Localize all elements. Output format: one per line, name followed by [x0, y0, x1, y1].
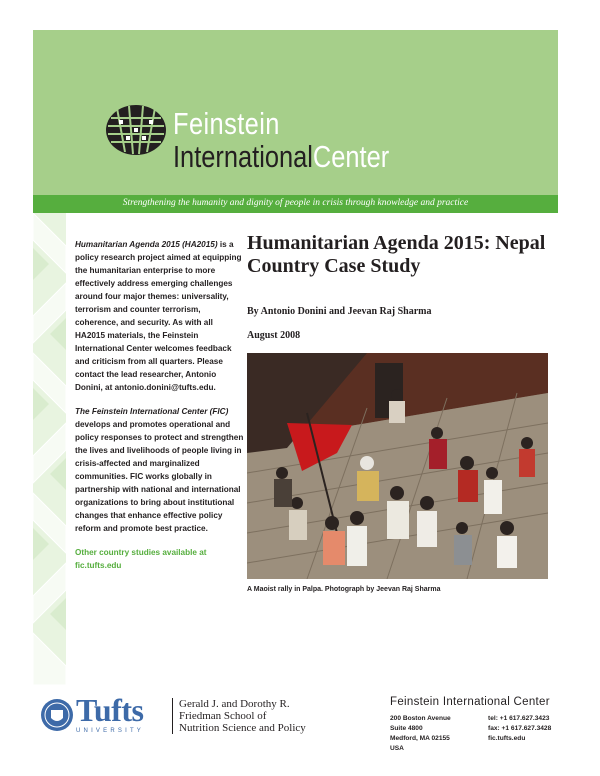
ha2015-title: Humanitarian Agenda 2015 (HA2015)	[75, 240, 218, 249]
fic-logo-icon	[105, 104, 167, 156]
fic-logo-wordmark	[173, 108, 437, 172]
logo-center: Center	[312, 139, 390, 174]
school-line3: Nutrition Science and Policy	[179, 722, 306, 734]
address-line2: Suite 4800	[390, 725, 423, 732]
contact-tel: tel: +1 617.627.3423	[488, 715, 550, 722]
address-line3: Medford, MA 02155	[390, 735, 450, 742]
report-title: Humanitarian Agenda 2015: Nepal Country Case Study	[247, 232, 546, 277]
logo-line1: Feinstein	[173, 106, 280, 141]
photo-caption: A Maoist rally in Palpa. Photograph by Jeevan Raj Sharma	[247, 586, 441, 593]
footer-address	[390, 714, 451, 754]
footer	[0, 688, 600, 776]
cover-page	[33, 30, 558, 685]
sidebar-ha2015-paragraph	[75, 238, 245, 394]
tagline-bar	[33, 195, 558, 213]
footer-fic-name: Feinstein International Center	[390, 696, 550, 708]
fic-title: The Feinstein International Center (FIC)	[75, 407, 229, 416]
logo-international: International	[173, 139, 313, 174]
tufts-seal-icon	[40, 698, 74, 732]
contact-fax: fax: +1 617.627.3428	[488, 725, 552, 732]
ha2015-body: is a policy research project aimed at equipping the humanitarian enterprise to more effectively address emerging challenges around four major themes: universality, terrorism and counter terrorism, coherence, and security. As with all HA2015 materials, the Feinstein International Center welcomes feedback and criticism from all quarters. Please contact the lead researcher, Antonio Donini, at antonio.donini@tufts.edu.	[75, 240, 242, 392]
footer-contact	[488, 714, 551, 744]
byline: By Antonio Donini and Jeevan Raj Sharma	[247, 306, 432, 317]
publication-date: August 2008	[247, 330, 301, 341]
tufts-wordmark: Tufts	[76, 692, 144, 728]
address-line4: USA	[390, 745, 404, 752]
address-line1: 200 Boston Avenue	[390, 715, 451, 722]
school-line1: Gerald J. and Dorothy R.	[179, 698, 290, 710]
rally-photo	[247, 353, 548, 579]
decorative-pattern-strip	[33, 213, 66, 685]
logo-line2	[173, 141, 389, 172]
tufts-university-label: UNIVERSITY	[76, 728, 145, 734]
contact-web[interactable]: fic.tufts.edu	[488, 735, 526, 742]
sidebar	[75, 238, 245, 583]
sidebar-fic-paragraph	[75, 405, 245, 535]
school-line2: Friedman School of	[179, 710, 267, 722]
fic-body: develops and promotes operational and policy responses to protect and strengthen the lives and livelihoods of people living in crisis-affected and marginalized communities. FIC works globally in partnership with national and international organizations to bring about institutional changes that enhance effective policy reform and promote best practice.	[75, 420, 244, 533]
other-studies-link[interactable]: Other country studies available at fic.tufts.edu	[75, 548, 207, 570]
header-banner	[33, 30, 558, 195]
friedman-school	[172, 698, 306, 734]
tagline: Strengthening the humanity and dignity of people in crisis through knowledge and practice	[122, 198, 469, 208]
